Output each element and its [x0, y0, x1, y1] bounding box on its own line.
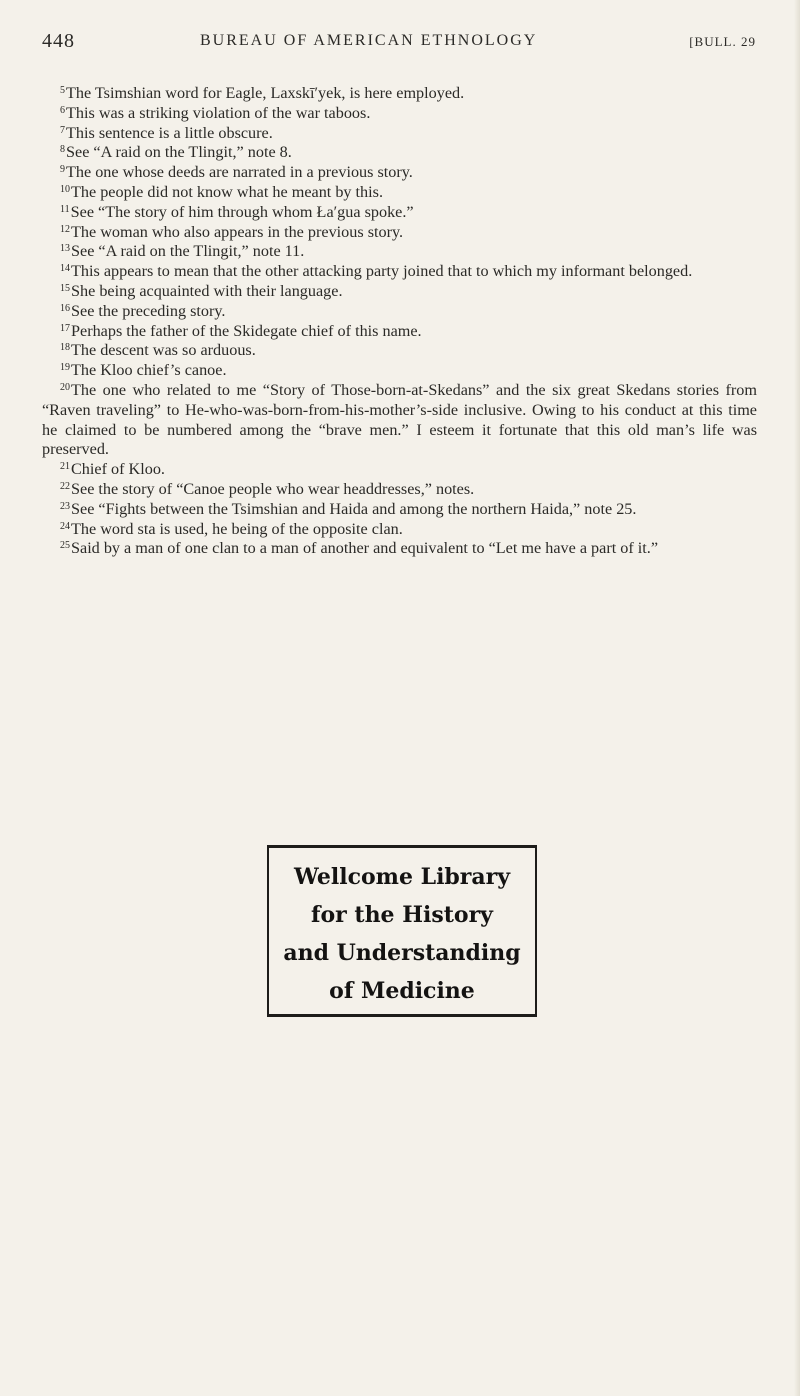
page-number: 448 [42, 30, 75, 52]
page-header [42, 30, 772, 60]
footnote [42, 341, 757, 361]
footnote-number: 7 [60, 124, 65, 136]
footnote-number: 22 [60, 480, 70, 492]
library-stamp [267, 845, 537, 1017]
footnote-number: 12 [60, 223, 70, 235]
footnote [42, 322, 757, 342]
footnote [42, 539, 757, 559]
footnote [42, 282, 757, 302]
footnote-number: 20 [60, 381, 70, 393]
footnote-text: Said by a man of one clan to a man of another and equivalent to “Let me have a part of it.” [71, 539, 659, 558]
footnote-text: This was a striking violation of the war taboos. [66, 103, 371, 122]
running-title: BUREAU OF AMERICAN ETHNOLOGY [200, 32, 538, 49]
footnote [42, 84, 757, 104]
footnote-text: See “A raid on the Tlingit,” note 8. [66, 143, 292, 162]
footnote-text: See “Fights between the Tsimshian and Haida and among the northern Haida,” note 25. [71, 499, 637, 518]
footnote [42, 183, 757, 203]
footnote-number: 6 [60, 104, 65, 116]
footnote [42, 262, 757, 282]
footnote [42, 143, 757, 163]
footnote-number: 13 [60, 243, 70, 255]
footnote-text: The Kloo chief’s canoe. [71, 361, 227, 380]
footnote-text: See the story of “Canoe people who wear headdresses,” notes. [71, 479, 475, 498]
footnote-number: 14 [60, 263, 70, 275]
footnote [42, 302, 757, 322]
footnote-text: The word sta is used, he being of the opposite clan. [71, 519, 403, 538]
footnote-number: 5 [60, 85, 65, 96]
footnote-text: The Tsimshian word for Eagle, Laxskī′yek, is here employed. [66, 84, 465, 102]
footnote [42, 381, 757, 460]
page-edge [794, 0, 800, 1396]
footnote [42, 104, 757, 124]
footnote-text: The descent was so arduous. [71, 341, 256, 360]
stamp-line: for the History [311, 902, 493, 928]
footnote [42, 460, 757, 480]
footnote [42, 520, 757, 540]
footnote-number: 15 [60, 282, 70, 294]
footnote-number: 11 [60, 203, 70, 215]
footnote-text: This sentence is a little obscure. [66, 123, 273, 142]
stamp-line: and Understanding [283, 940, 521, 966]
footnote-number: 8 [60, 144, 65, 156]
footnote [42, 242, 757, 262]
footnote [42, 223, 757, 243]
stamp-line: of Medicine [329, 978, 475, 1004]
footnote-number: 9 [60, 164, 65, 176]
footnote [42, 203, 757, 223]
footnote-text: This appears to mean that the other attacking party joined that to which my informant belonged. [71, 262, 693, 281]
footnote-text: See “A raid on the Tlingit,” note 11. [71, 242, 305, 261]
footnote-text: She being acquainted with their language. [71, 281, 343, 300]
footnote-text: See “The story of him through whom Ła′gua spoke.” [70, 202, 414, 221]
stamp-line: Wellcome Library [293, 864, 511, 890]
footnote-number: 10 [60, 183, 70, 195]
footnote-number: 23 [60, 500, 70, 512]
footnote [42, 500, 757, 520]
bulletin-label: [BULL. 29 [689, 34, 756, 49]
footnotes [42, 84, 757, 559]
footnote-text: The one whose deeds are narrated in a previous story. [66, 163, 413, 182]
footnote-text: The people did not know what he meant by this. [71, 182, 383, 201]
footnote-text: See the preceding story. [71, 301, 226, 320]
footnote-number: 18 [60, 342, 70, 354]
footnote-text: The woman who also appears in the previous story. [71, 222, 404, 241]
footnote [42, 163, 757, 183]
footnote [42, 361, 757, 381]
footnote-number: 16 [60, 302, 70, 314]
footnote-text: Chief of Kloo. [71, 460, 165, 479]
footnote [42, 480, 757, 500]
footnote-number: 19 [60, 362, 70, 374]
footnote-number: 21 [60, 461, 70, 473]
footnote [42, 124, 757, 144]
footnote-text: Perhaps the father of the Skidegate chief of this name. [71, 321, 422, 340]
footnote-text: The one who related to me “Story of Those-born-at-Skedans” and the six great Skedans stories from “Raven traveling” to He-who-was-born-from-his-mother’s-side inclusive. Owing to his conduct at this time he claimed to be numbered among the “brave men.” I esteem it fortunate that this old man’s life was preserved. [42, 380, 757, 459]
footnote-number: 17 [60, 322, 70, 334]
footnote-number: 25 [60, 540, 70, 552]
footnote-number: 24 [60, 520, 70, 532]
